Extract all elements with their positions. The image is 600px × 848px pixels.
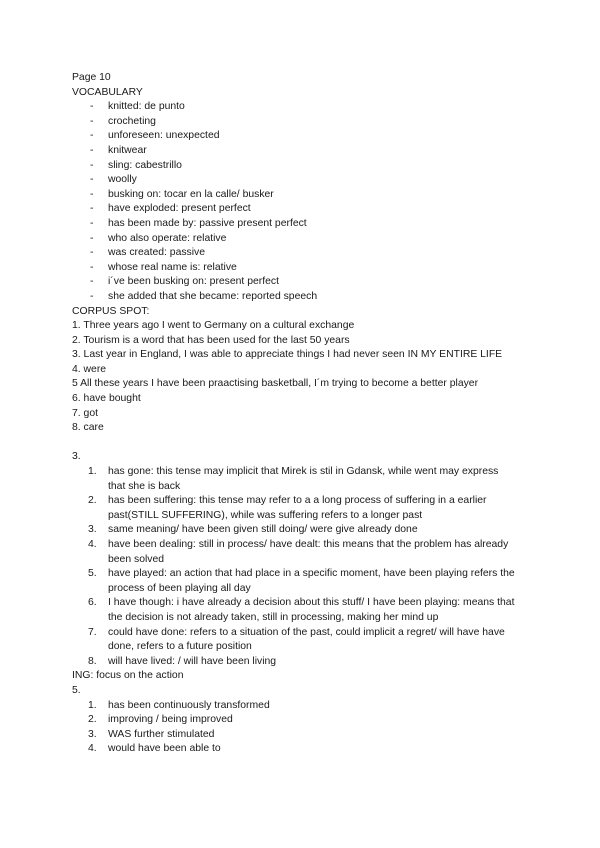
- list-item: 8. will have lived: / will have been living: [88, 655, 277, 667]
- list-item: - sling: cabestrillo: [90, 159, 182, 171]
- list-item: 4. have been dealing: still in process/ have dealt: this means that the problem has already been solved: [88, 539, 509, 565]
- corpus-line: 3. Last year in England, I was able to appreciate things I had never seen IN MY ENTIRE LIFE: [72, 349, 503, 361]
- corpus-line: 7. got: [72, 407, 98, 419]
- section-5-heading: 5.: [72, 684, 81, 696]
- corpus-heading: CORPUS SPOT:: [72, 305, 150, 317]
- list-item: 1. has been continuously transformed: [88, 699, 270, 711]
- corpus-line: 4. were: [72, 363, 107, 375]
- corpus-line: 8. care: [72, 422, 104, 434]
- section-3-heading: 3.: [72, 451, 81, 463]
- list-item: - she added that she became: reported speech: [90, 290, 318, 302]
- corpus-line: 6. have bought: [72, 393, 141, 405]
- document-page: [72, 71, 542, 757]
- vocabulary-list: [72, 100, 542, 304]
- list-item: - has been made by: passive present perfect: [90, 217, 307, 229]
- section-3-note: ING: focus on the action: [72, 670, 184, 682]
- list-item: - crocheting: [90, 115, 156, 127]
- list-item: - knitwear: [90, 144, 147, 156]
- list-item: 1. has gone: this tense may implicit that Mirek is stil in Gdansk, while went may express that she is back: [88, 466, 499, 492]
- list-item: 5. have played: an action that had place in a specific moment, have been playing refers the process of been playing all day: [88, 568, 515, 594]
- list-item: 7. could have done: refers to a situation of the past, could implicit a regret/ will have have done, refers to a future position: [88, 626, 505, 653]
- list-item: - busking on: tocar en la calle/ busker: [90, 188, 274, 200]
- list-item: - unforeseen: unexpected: [90, 130, 220, 142]
- list-item: 4. would have been able to: [88, 743, 221, 755]
- list-item: - who also operate: relative: [90, 232, 227, 244]
- list-item: 2. improving / being improved: [88, 714, 233, 726]
- list-item: 6. I have though: i have already a decision about this stuff/ I have been playing: means that the decision is not already taken, still in processing, making her mind up: [88, 597, 515, 623]
- list-item: 3. WAS further stimulated: [88, 728, 215, 740]
- corpus-line: 1. Three years ago I went to Germany on a cultural exchange: [72, 320, 355, 332]
- list-item: 2. has been suffering: this tense may refer to a a long process of suffering in a earlier past(STILL SUFFERING), while was suffering refers to a longer past: [88, 495, 487, 521]
- list-item: - i´ve been busking on: present perfect: [90, 276, 279, 288]
- corpus-line: 2. Tourism is a word that has been used for the last 50 years: [72, 334, 350, 346]
- list-item: 3. same meaning/ have been given still doing/ were give already done: [88, 524, 418, 536]
- section-5-list: [72, 699, 542, 757]
- list-item: - woolly: [90, 174, 137, 186]
- corpus-line: 5 All these years I have been praactising basketball, I´m trying to become a better player: [72, 378, 479, 390]
- list-item: - knitted: de punto: [90, 101, 185, 113]
- page-label: Page 10: [72, 72, 111, 83]
- list-item: - was created: passive: [90, 247, 206, 259]
- vocabulary-heading: VOCABULARY: [72, 86, 143, 98]
- section-3-list: [72, 465, 542, 669]
- list-item: - have exploded: present perfect: [90, 203, 251, 215]
- list-item: - whose real name is: relative: [90, 261, 237, 273]
- blank-line: [72, 436, 542, 451]
